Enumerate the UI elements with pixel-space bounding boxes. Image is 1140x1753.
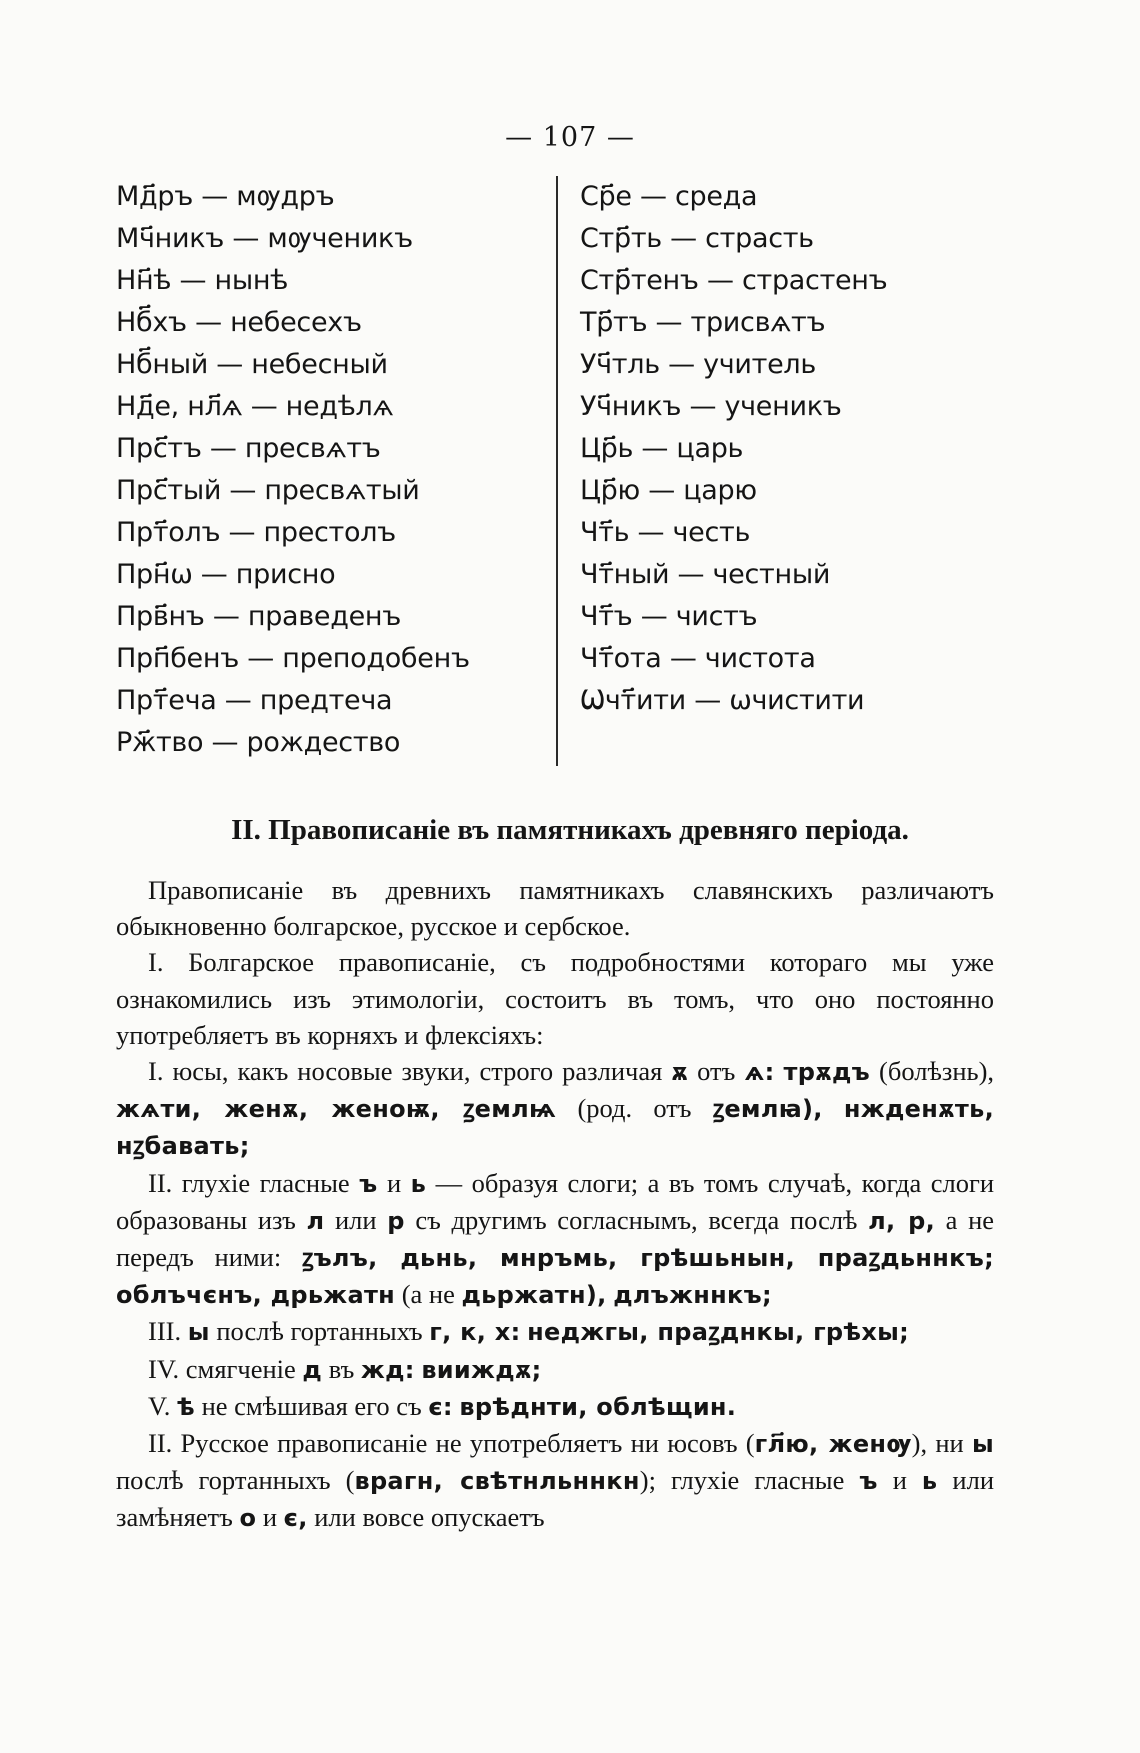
paragraph-text: Правописаніе въ древнихъ памятникахъ славянскихъ различаютъ обыкновенно болгарское, русское и сербское.	[116, 875, 994, 942]
abbreviation-term: Чт҃ь	[580, 517, 630, 548]
slavonic-text: ь	[921, 1467, 938, 1496]
paragraph-text: II. Русское правописаніе не употребляетъ ни юсовъ (	[148, 1428, 755, 1459]
slavonic-text: жѧти, женѫ, женоѭ, ꙁемлѩ	[116, 1095, 557, 1124]
abbreviation-term: Чт҃ный	[580, 559, 670, 590]
slavonic-text: л, р,	[868, 1206, 935, 1235]
item-text: II. глухіе гласные	[148, 1167, 350, 1198]
abbreviation-term: Цр҃ю	[580, 475, 640, 506]
dash-separator: —	[224, 223, 268, 254]
abbreviation-row	[116, 512, 546, 554]
abbreviation-row	[580, 344, 1010, 386]
abbreviation-row	[116, 470, 546, 512]
abbreviation-expansion: праведенъ	[247, 601, 402, 632]
abbreviation-term: Нн҃ѣ	[116, 265, 172, 296]
abbreviation-expansion: ученикъ	[724, 391, 842, 422]
abbreviation-term: Стр҃тенъ	[580, 265, 699, 296]
dash-separator: —	[171, 265, 215, 296]
abbreviation-term: Нб҃ный	[116, 349, 208, 380]
abbreviation-expansion: царь	[676, 433, 744, 464]
dash-separator: —	[203, 727, 247, 758]
item-text: и	[386, 1167, 402, 1198]
slavonic-text: гл҃ю, женѹ	[754, 1430, 912, 1459]
abbreviation-term: Прс҃тъ	[116, 433, 202, 464]
abbreviation-term: Прс҃тый	[116, 475, 222, 506]
abbreviation-row	[580, 638, 1010, 680]
slavonic-text: р	[387, 1206, 405, 1235]
slavonic-text: ъ	[359, 1169, 378, 1198]
abbreviation-expansion: присно	[235, 559, 336, 590]
abbreviation-row	[116, 260, 546, 302]
abbreviation-row	[580, 470, 1010, 512]
abbreviation-term: Ср҃е	[580, 181, 632, 212]
item-text: послѣ гортанныхъ	[216, 1316, 423, 1347]
abbreviation-expansion: чистъ	[675, 601, 758, 632]
abbreviation-expansion: страсть	[705, 223, 814, 254]
abbreviation-term: Рж҃тво	[116, 727, 204, 758]
dash-separator: —	[639, 475, 684, 506]
abbreviation-row	[116, 554, 546, 596]
abbreviation-row	[116, 680, 546, 722]
slavonic-text: трѫдъ	[783, 1058, 871, 1087]
abbreviation-expansion: мѹдръ	[236, 181, 335, 212]
item-text: или	[334, 1204, 377, 1235]
abbreviation-term: Чт҃ота	[580, 643, 662, 674]
abbreviation-row	[580, 554, 1010, 596]
item-text: съ другимъ согласнымъ, всегда послѣ	[415, 1204, 858, 1235]
dash-separator: —	[204, 601, 248, 632]
page-number: — 107 —	[505, 122, 635, 153]
slavonic-text: о	[239, 1504, 257, 1533]
item-text: (род. отъ	[577, 1093, 692, 1124]
abbreviation-expansion: нынѣ	[214, 265, 289, 296]
abbreviation-expansion: преподобенъ	[282, 643, 470, 674]
paragraph-text: ); глухіе гласные	[639, 1465, 845, 1496]
item-text: а не передъ ними:	[116, 1204, 995, 1273]
slavonic-text: ъ	[859, 1467, 878, 1496]
column-divider	[556, 176, 558, 766]
slavonic-text: нжденѫть, нꙁбавать;	[116, 1095, 995, 1161]
slavonic-text: ь	[410, 1169, 427, 1198]
dash-separator: —	[633, 433, 677, 464]
slavonic-text: вииждѫ;	[421, 1355, 542, 1384]
abbreviation-term: Нд҃е, нл҃ѧ	[116, 391, 243, 422]
slavonic-text: ѫ	[671, 1058, 689, 1087]
abbreviation-term: Уч҃тль	[580, 349, 660, 380]
abbreviation-row	[580, 428, 1010, 470]
abbreviation-row	[116, 596, 546, 638]
paragraph-text: и	[262, 1502, 278, 1533]
abbreviation-term: Цр҃ь	[580, 433, 634, 464]
abbreviation-row	[116, 722, 546, 764]
slavonic-text: врѣднти, облѣщин.	[459, 1392, 737, 1421]
slavonic-text: ꙁълъ, дьнь, мнръмь, грѣшьнын, праꙁдьннкъ; облъчєнъ, дрьжатн	[116, 1244, 994, 1310]
abbreviation-expansion: честь	[672, 517, 751, 548]
paragraph-text: или вовсе опускаетъ	[314, 1502, 545, 1533]
slavonic-text: є,	[283, 1504, 308, 1533]
dash-separator: —	[242, 391, 286, 422]
dash-separator: —	[629, 517, 673, 548]
item-text: (а не	[401, 1279, 455, 1310]
abbreviation-row	[580, 218, 1010, 260]
abbreviation-term: Чт҃ъ	[580, 601, 633, 632]
abbreviation-expansion: царю	[683, 475, 757, 506]
dash-separator: —	[631, 181, 675, 212]
abbreviation-term: Прн҃ѡ	[116, 559, 193, 590]
dash-separator: —	[681, 391, 725, 422]
abbreviation-row	[116, 638, 546, 680]
slavonic-text: длъжннкъ;	[613, 1281, 772, 1310]
dash-separator: —	[221, 475, 265, 506]
abbreviation-term: Мд҃ръ	[116, 181, 193, 212]
abbreviation-expansion: страстенъ	[741, 265, 888, 296]
abbreviation-expansion: предтеча	[259, 685, 393, 716]
item-text: не смѣшивая его съ	[201, 1390, 422, 1421]
item-text: — образуя слоги; а въ томъ случаѣ, когда слоги образованы изъ	[116, 1167, 995, 1235]
abbreviation-list-right	[580, 176, 1010, 722]
abbreviation-term: Прп҃бенъ	[116, 643, 239, 674]
dash-separator: —	[216, 685, 260, 716]
abbreviation-expansion: недѣлѧ	[285, 391, 394, 422]
item-text: (болѣзнь),	[879, 1056, 995, 1087]
abbreviation-term: Ѡчт҃ити	[580, 685, 686, 716]
slavonic-text: дьржатн),	[461, 1281, 607, 1310]
slavonic-text: ѧ:	[744, 1058, 775, 1087]
slavonic-text: жд:	[360, 1355, 415, 1384]
abbreviation-term: Прв҃нъ	[116, 601, 205, 632]
slavonic-text: ꙁемлꙗ),	[712, 1095, 823, 1124]
dash-separator: —	[685, 685, 730, 716]
abbreviation-expansion: престолъ	[263, 517, 396, 548]
item-text: III.	[148, 1316, 182, 1347]
dash-separator: —	[661, 223, 706, 254]
abbreviation-term: Прт҃еча	[116, 685, 217, 716]
dash-separator: —	[192, 559, 236, 590]
slavonic-text: г, к, х:	[429, 1318, 521, 1347]
abbreviation-expansion: рождество	[246, 727, 401, 758]
abbreviation-term: Тр҃тъ	[580, 307, 648, 338]
list-item-1	[116, 1053, 994, 1165]
item-text: IV. смягченіе	[148, 1353, 296, 1384]
list-item-2	[116, 1165, 994, 1314]
abbreviation-row	[580, 386, 1010, 428]
dash-separator: —	[661, 643, 705, 674]
item-text: отъ	[697, 1056, 736, 1087]
dash-separator: —	[207, 349, 252, 380]
paragraph-text: ), ни	[911, 1428, 964, 1459]
section-title: II. Правописаніе въ памятникахъ древняго періода.	[231, 814, 909, 846]
abbreviation-expansion: учитель	[703, 349, 816, 380]
dash-separator: —	[220, 517, 264, 548]
dash-separator: —	[201, 433, 245, 464]
dash-separator: —	[659, 349, 704, 380]
dash-separator: —	[239, 643, 283, 674]
abbreviation-term: Нб҃хъ	[116, 307, 187, 338]
abbreviation-row	[580, 260, 1010, 302]
abbreviation-expansion: среда	[674, 181, 758, 212]
list-item-5	[116, 1388, 994, 1425]
abbreviation-row	[580, 596, 1010, 638]
abbreviation-expansion: небесный	[251, 349, 388, 380]
dash-separator: —	[669, 559, 713, 590]
item-text: V.	[148, 1390, 171, 1421]
paragraph-bulgarian	[116, 944, 994, 1053]
slavonic-text: ы	[187, 1318, 210, 1347]
abbreviation-expansion: чистота	[704, 643, 816, 674]
dash-separator: —	[647, 307, 691, 338]
abbreviation-row	[116, 302, 546, 344]
slavonic-text: д	[302, 1355, 323, 1384]
paragraph-intro	[116, 872, 994, 944]
abbreviation-row	[580, 512, 1010, 554]
abbreviation-term: Уч҃никъ	[580, 391, 682, 422]
abbreviation-term: Стр҃ть	[580, 223, 662, 254]
list-item-3	[116, 1313, 994, 1350]
abbreviation-expansion: пресвѧтый	[264, 475, 420, 506]
slavonic-text: врагн, свѣтнльннкн	[354, 1467, 640, 1496]
slavonic-text: є:	[428, 1392, 453, 1421]
dash-separator: —	[186, 307, 231, 338]
abbreviation-expansion: мѹченикъ	[267, 223, 413, 254]
slavonic-text: неджгы, праꙁднкы, грѣхы;	[527, 1318, 910, 1347]
item-text: въ	[328, 1353, 355, 1384]
abbreviation-row	[116, 344, 546, 386]
paragraph-russian	[116, 1425, 994, 1537]
dash-separator: —	[698, 265, 742, 296]
abbreviation-term: Прт҃олъ	[116, 517, 221, 548]
abbreviation-expansion: небесехъ	[230, 307, 362, 338]
abbreviation-term: Мч҃никъ	[116, 223, 225, 254]
paragraph-text: послѣ гортанныхъ (	[116, 1465, 355, 1496]
list-item-4	[116, 1351, 994, 1388]
abbreviation-expansion: честный	[712, 559, 831, 590]
dash-separator: —	[192, 181, 237, 212]
slavonic-text: ы	[971, 1430, 994, 1459]
body-text	[116, 872, 994, 1537]
abbreviation-row	[116, 386, 546, 428]
abbreviation-row	[116, 176, 546, 218]
abbreviation-expansion: ѡчистити	[729, 685, 865, 716]
slavonic-text: ѣ	[176, 1392, 195, 1421]
abbreviation-row	[116, 218, 546, 260]
abbreviation-row	[580, 302, 1010, 344]
dash-separator: —	[632, 601, 676, 632]
abbreviation-row	[580, 680, 1010, 722]
abbreviation-expansion: трисвѧтъ	[690, 307, 826, 338]
slavonic-text: л	[306, 1206, 325, 1235]
abbreviation-row	[580, 176, 1010, 218]
abbreviation-expansion: пресвѧтъ	[244, 433, 381, 464]
paragraph-text: I. Болгарское правописаніе, съ подробностями котораго мы уже ознакомились изъ этимологіи, состоитъ въ томъ, что оно постоянно употребляетъ въ корняхъ и флексіяхъ:	[116, 947, 994, 1050]
abbreviation-list-left	[116, 176, 546, 764]
paragraph-text: или замѣняетъ	[116, 1465, 995, 1533]
abbreviation-row	[116, 428, 546, 470]
item-text: I. юсы, какъ носовые звуки, строго различая	[148, 1056, 663, 1087]
paragraph-text: и	[892, 1465, 907, 1496]
